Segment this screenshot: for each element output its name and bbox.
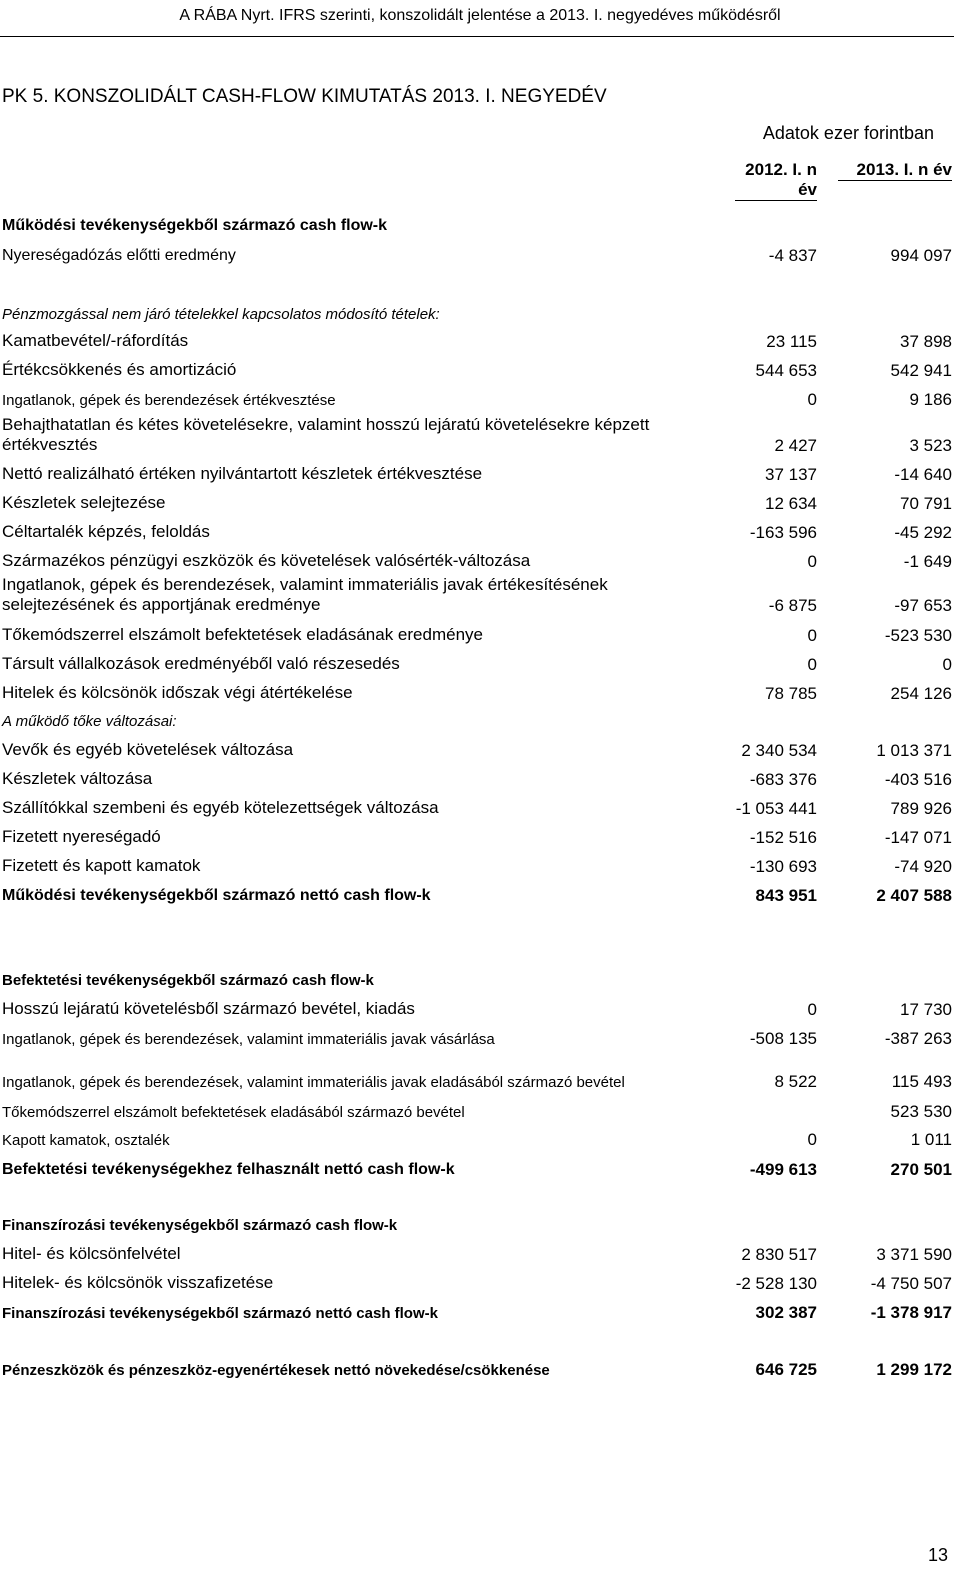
table-row [2, 650, 952, 675]
total-row-financing [2, 1298, 952, 1323]
row-label: Vevők és egyéb követelések változása [2, 740, 294, 760]
value-2012: 37 137 [765, 465, 817, 484]
value-2012: -508 135 [749, 1029, 817, 1048]
value-2012: 0 [807, 626, 817, 645]
value-2013: 994 097 [890, 246, 952, 265]
value-2013: 3 371 590 [876, 1245, 952, 1264]
value-2013: 1 013 371 [876, 741, 952, 760]
value-2012: -4 837 [768, 246, 817, 265]
row-label: Kapott kamatok, osztalék [2, 1131, 170, 1149]
value-2013: 9 186 [909, 390, 952, 409]
value-2012: -683 376 [749, 770, 817, 789]
value-2012: 23 115 [766, 332, 817, 351]
row-label: Nettó realizálható értéken nyilvántartott készletek értékvesztése [2, 464, 483, 484]
table-row [2, 1098, 952, 1122]
table-row [2, 621, 952, 646]
value-2013: -45 292 [894, 523, 952, 542]
table-row [2, 852, 952, 877]
section-heading-investing [2, 968, 952, 990]
value-2012: -1 053 441 [735, 799, 817, 818]
header-rule [0, 36, 954, 37]
row-label: Ingatlanok, gépek és berendezések értékvesztése [2, 391, 336, 409]
value-2013: 1 299 172 [876, 1360, 952, 1379]
value-2013: 523 530 [890, 1102, 952, 1121]
table-row [2, 242, 952, 266]
total-row-investing [2, 1155, 952, 1180]
row-label: Ingatlanok, gépek és berendezések, valamint immateriális javak vásárlása [2, 1030, 495, 1048]
table-row [2, 386, 952, 410]
value-2012: 646 725 [755, 1360, 817, 1379]
table-row [2, 995, 952, 1020]
subsection-heading-noncash [2, 302, 952, 324]
value-2013: 17 730 [900, 1000, 952, 1019]
value-2012: 2 340 534 [741, 741, 817, 760]
page-title: PK 5. KONSZOLIDÁLT CASH-FLOW KIMUTATÁS 2013. I. NEGYEDÉV [2, 86, 607, 107]
table-row [2, 327, 952, 352]
row-label: Ingatlanok, gépek és berendezések, valamint immateriális javak eladásából származó bevétel [2, 1073, 625, 1091]
value-2012: 0 [807, 390, 817, 409]
value-2013: -523 530 [884, 626, 952, 645]
row-label: Szállítókkal szembeni és egyéb kötelezettségek változása [2, 798, 439, 818]
value-2012: 544 653 [755, 361, 817, 380]
row-label: Hosszú lejáratú követelésből származó bevétel, kiadás [2, 999, 415, 1019]
value-2012: 8 522 [774, 1072, 817, 1091]
row-label: Hitelek- és kölcsönök visszafizetése [2, 1273, 274, 1293]
row-label: Ingatlanok, gépek és berendezések, valamint immateriális javak értékesítésének selejtezésének és apportjának eredménye [2, 574, 608, 615]
row-label: Készletek selejtezése [2, 493, 166, 513]
value-2012: 843 951 [755, 886, 817, 905]
table-row [2, 356, 952, 381]
row-label: Működési tevékenységekből származó nettó cash flow-k [2, 887, 431, 905]
table-row [2, 410, 952, 456]
table-row [2, 765, 952, 790]
value-2012: 78 785 [765, 684, 817, 703]
row-label: Hitelek és kölcsönök időszak végi átértékelése [2, 683, 353, 703]
value-2013: 2 407 588 [876, 886, 952, 905]
page-number: 13 [927, 1545, 948, 1565]
value-2013: 1 011 [910, 1130, 952, 1149]
total-row-net-change [2, 1355, 952, 1380]
row-label: Befektetési tevékenységekhez felhasznált nettó cash flow-k [2, 1161, 455, 1179]
table-row [2, 736, 952, 761]
value-2012: 0 [807, 1130, 817, 1149]
table-row [2, 547, 952, 572]
value-2013: -74 920 [894, 857, 952, 876]
row-label: Tőkemódszerrel elszámolt befektetések eladásából származó bevétel [2, 1103, 465, 1121]
row-label: Társult vállalkozások eredményéből való részesedés [2, 654, 400, 674]
value-2013: -403 516 [884, 770, 952, 789]
value-2012: 2 427 [774, 436, 817, 455]
table-row [2, 1049, 952, 1092]
value-2013: 270 501 [890, 1160, 952, 1179]
value-2012: 0 [807, 552, 817, 571]
value-2013: 3 523 [909, 436, 952, 455]
value-2012: 0 [807, 655, 817, 674]
table-row [2, 1126, 952, 1150]
value-2013: -97 653 [894, 596, 952, 615]
running-header: A RÁBA Nyrt. IFRS szerinti, konszolidált jelentése a 2013. I. negyedéves működésről [179, 7, 781, 24]
section-heading-financing [2, 1213, 952, 1235]
value-2013: -147 071 [884, 828, 952, 847]
table-row [2, 679, 952, 704]
value-2013: -1 649 [903, 552, 952, 571]
value-2013: 789 926 [890, 799, 952, 818]
value-2013: -1 378 917 [870, 1303, 952, 1322]
table-row [2, 794, 952, 819]
table-row [2, 460, 952, 485]
row-label: Működési tevékenységekből származó cash flow-k [2, 217, 388, 235]
table-row [2, 570, 952, 616]
row-label: Tőkemódszerrel elszámolt befektetések eladásának eredménye [2, 625, 483, 645]
value-2013: -387 263 [884, 1029, 952, 1048]
value-2012: -152 516 [749, 828, 817, 847]
table-row [2, 1240, 952, 1265]
table-row [2, 489, 952, 514]
row-label: A működő tőke változásai: [2, 712, 177, 730]
value-2012: -130 693 [749, 857, 817, 876]
subsection-heading-working-capital [2, 709, 952, 731]
row-label: Pénzeszközök és pénzeszköz-egyenértékesek nettó növekedése/csökkenése [2, 1361, 550, 1379]
value-2013: 0 [942, 655, 952, 674]
value-2012: -6 875 [768, 596, 817, 615]
row-label: Értékcsökkenés és amortizáció [2, 360, 237, 380]
value-2013: 542 941 [890, 361, 952, 380]
section-heading-operating [2, 212, 952, 236]
row-label: Hitel- és kölcsönfelvétel [2, 1244, 181, 1264]
row-label: Befektetési tevékenységekből származó cash flow-k [2, 971, 374, 989]
table-row [2, 823, 952, 848]
total-row-operating [2, 881, 952, 906]
table-row [2, 1024, 952, 1049]
value-2012: 2 830 517 [741, 1245, 817, 1264]
row-label: Behajthatatlan és kétes követelésekre, valamint hosszú lejáratú követelésekre képzett értékvesztés [2, 414, 650, 455]
value-2012: 0 [807, 1000, 817, 1019]
value-2012: 12 634 [765, 494, 817, 513]
column-header-2012: 2012. I. n év [735, 160, 817, 201]
value-2013: 115 493 [891, 1072, 952, 1091]
row-label: Fizetett és kapott kamatok [2, 856, 201, 876]
row-label: Pénzmozgással nem járó tételekkel kapcsolatos módosító tételek: [2, 305, 440, 323]
value-2013: -4 750 507 [870, 1274, 952, 1293]
row-label: Származékos pénzügyi eszközök és követelések valósérték-változása [2, 551, 531, 571]
column-header-2013: 2013. I. n év [838, 160, 952, 181]
row-label: Finanszírozási tevékenységekből származó nettó cash flow-k [2, 1304, 438, 1322]
value-2013: 70 791 [900, 494, 952, 513]
table-row [2, 518, 952, 543]
value-2013: 37 898 [900, 332, 952, 351]
value-2013: 254 126 [890, 684, 952, 703]
value-2012: -163 596 [749, 523, 817, 542]
value-2012: 302 387 [755, 1303, 817, 1322]
unit-note: Adatok ezer forintban [762, 123, 934, 143]
value-2012: -499 613 [749, 1160, 817, 1179]
table-row [2, 1269, 952, 1294]
row-label: Fizetett nyereségadó [2, 827, 161, 847]
row-label: Nyereségadózás előtti eredmény [2, 247, 236, 265]
row-label: Finanszírozási tevékenységekből származó cash flow-k [2, 1216, 398, 1234]
row-label: Kamatbevétel/-ráfordítás [2, 331, 189, 351]
value-2012: -2 528 130 [735, 1274, 817, 1293]
value-2013: -14 640 [894, 465, 952, 484]
row-label: Készletek változása [2, 769, 153, 789]
row-label: Céltartalék képzés, feloldás [2, 522, 210, 542]
